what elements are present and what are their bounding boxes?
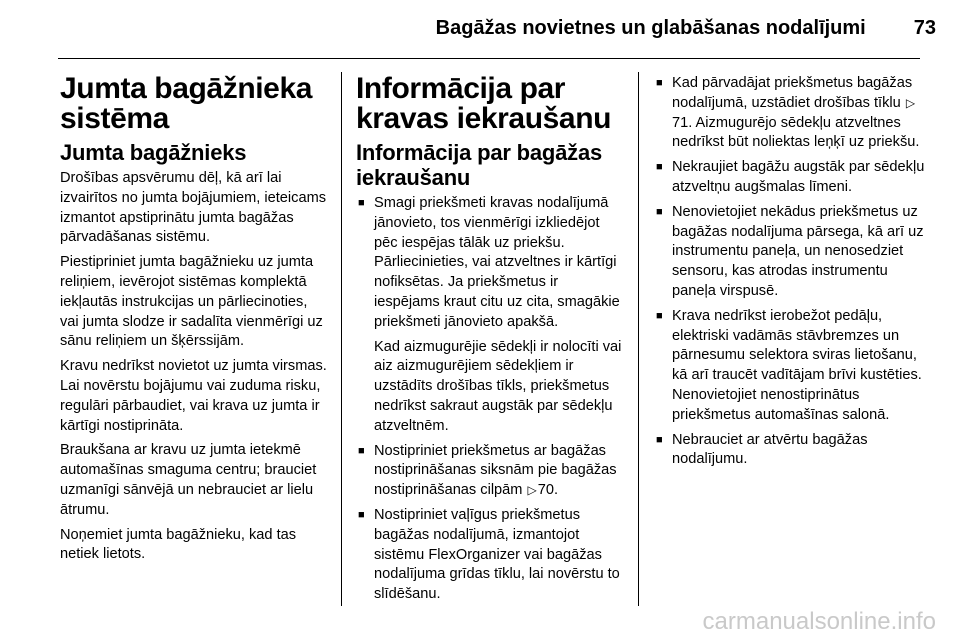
square-bullet-icon: ■	[358, 444, 365, 457]
page-reference-arrow-icon: ▷	[527, 483, 537, 498]
column-roof-rack	[60, 74, 328, 570]
list-item-text: Smagi priekšmeti kravas nodalījumā jānovieto, tos vienmērīgi izkliedējot pēc iespējas tālāk uz priekšu. Pārliecinieties, vai atzveltnes ir kārtīgi nofiksētas. Ja priekšmetus ir iespējams kraut citu uz cita, smagākie priekšmeti jānovieto apakšā.	[374, 195, 620, 330]
list-item-subparagraph: Kad aizmugurējie sēdekļi ir nolocīti vai aiz aizmugurējiem sēdekļiem ir uzstādīts drošības tīkls, priekšmetus nedrīkst sakraut augstāk par sēdekļu atzveltnēm.	[374, 338, 622, 434]
list-item-text: Kad pārvadājat priekšmetus bagāžas nodalījumā, uzstādiet drošības tīklu	[672, 75, 913, 111]
section-heading-roof-rack-system: Jumta bagāžnieka sistēma	[60, 72, 313, 135]
list-item-text: Krava nedrīkst ierobežot pedāļu, elektriski vadāmās stāvbremzes un pārnesumu selektora sviras lietošanu, kā arī traucēt vadītājam brīvi kustēties. Nenovietojiet nenostiprinātus priekšmetus automašīnas salonā.	[672, 307, 922, 423]
list-item-text: Nekraujiet bagāžu augstāk par sēdekļu atzveltņu augšmalas līmeni.	[672, 159, 925, 195]
paragraph: Kravu nedrīkst novietot uz jumta virsmas. Lai novērstu bojājumu vai zuduma risku, regulāri pārbaudiet, vai krava uz jumta ir kārtīgi nostiprināta.	[60, 358, 327, 434]
bullet-list	[654, 74, 926, 470]
column-loading-info	[356, 74, 626, 610]
paragraph: Noņemiet jumta bagāžnieku, kad tas netiek lietots.	[60, 526, 297, 563]
list-item	[356, 194, 626, 437]
list-item	[356, 506, 626, 605]
list-item	[654, 307, 926, 426]
list-item	[356, 442, 626, 501]
header-rule	[58, 58, 920, 59]
bullet-list	[356, 194, 626, 605]
page-reference-arrow-icon: ▷	[905, 95, 916, 110]
list-item	[654, 431, 926, 471]
page-header	[0, 14, 936, 42]
list-item	[654, 203, 926, 302]
page-reference[interactable]: 70.	[537, 482, 559, 499]
paragraph: Drošības apsvērumu dēļ, kā arī lai izvairītos no jumta bojājumiem, ieteicams izmantot apstiprinātu jumta bagāžas pārvadāšanas sistēmu.	[60, 170, 327, 246]
square-bullet-icon: ■	[656, 77, 663, 89]
paragraph: Braukšana ar kravu uz jumta ietekmē automašīnas smaguma centru; brauciet uzmanīgi sānvējā un nebrauciet ar lielu ātrumu.	[60, 442, 317, 518]
column-divider-left	[341, 72, 342, 606]
list-item-text: Aizmugurējo sēdekļu atzveltnes nedrīkst būt noliektas leņķī uz priekšu.	[672, 114, 920, 151]
page-reference[interactable]: 71.	[672, 114, 693, 131]
column-divider-right	[638, 72, 639, 606]
square-bullet-icon: ■	[358, 508, 365, 521]
list-item	[654, 74, 926, 153]
subheading-roof-rack: Jumta bagāžnieks	[60, 140, 247, 165]
section-heading-loading-info: Informācija par kravas iekraušanu	[356, 72, 612, 135]
list-item	[654, 158, 926, 198]
list-item-text: Nebrauciet ar atvērtu bagāžas nodalījumu.	[672, 431, 868, 468]
list-item-text: Nenovietojiet nekādus priekšmetus uz bagāžas nodalījuma pārsega, kā arī uz instrumentu paneļa, un nenosedziet sensoru, kas atrodas instrumentu paneļa virspusē.	[672, 203, 924, 299]
square-bullet-icon: ■	[656, 161, 663, 174]
list-item-text: Nostipriniet priekšmetus ar bagāžas nostiprināšanas siksnām pie bagāžas nostiprināšanas cilpām	[374, 442, 617, 499]
subheading-luggage-loading-info: Informācija par bagāžas iekraušanu	[356, 140, 603, 190]
square-bullet-icon: ■	[656, 205, 663, 218]
watermark: carmanualsonline.info	[702, 608, 936, 635]
square-bullet-icon: ■	[358, 197, 365, 209]
page-header-title: Bagāžas novietnes un glabāšanas nodalījumi	[435, 17, 866, 39]
paragraph: Piestipriniet jumta bagāžnieku uz jumta reliņiem, ievērojot sistēmas komplektā iekļautās instrukcijas un pārliecinoties, vai jumta slodze ir sadalīta vienmērīgi uz sānu reliņiem un šķērssijām.	[60, 254, 323, 350]
page-number: 73	[913, 17, 936, 39]
list-item-text: Nostipriniet vaļīgus priekšmetus bagāžas nodalījumā, izmantojot sistēmu FlexOrganizer vai bagāžas nodalījuma grīdas tīklu, lai novērstu to slīdēšanu.	[374, 506, 620, 603]
square-bullet-icon: ■	[656, 309, 663, 322]
square-bullet-icon: ■	[656, 433, 663, 446]
column-loading-rules	[654, 74, 926, 475]
